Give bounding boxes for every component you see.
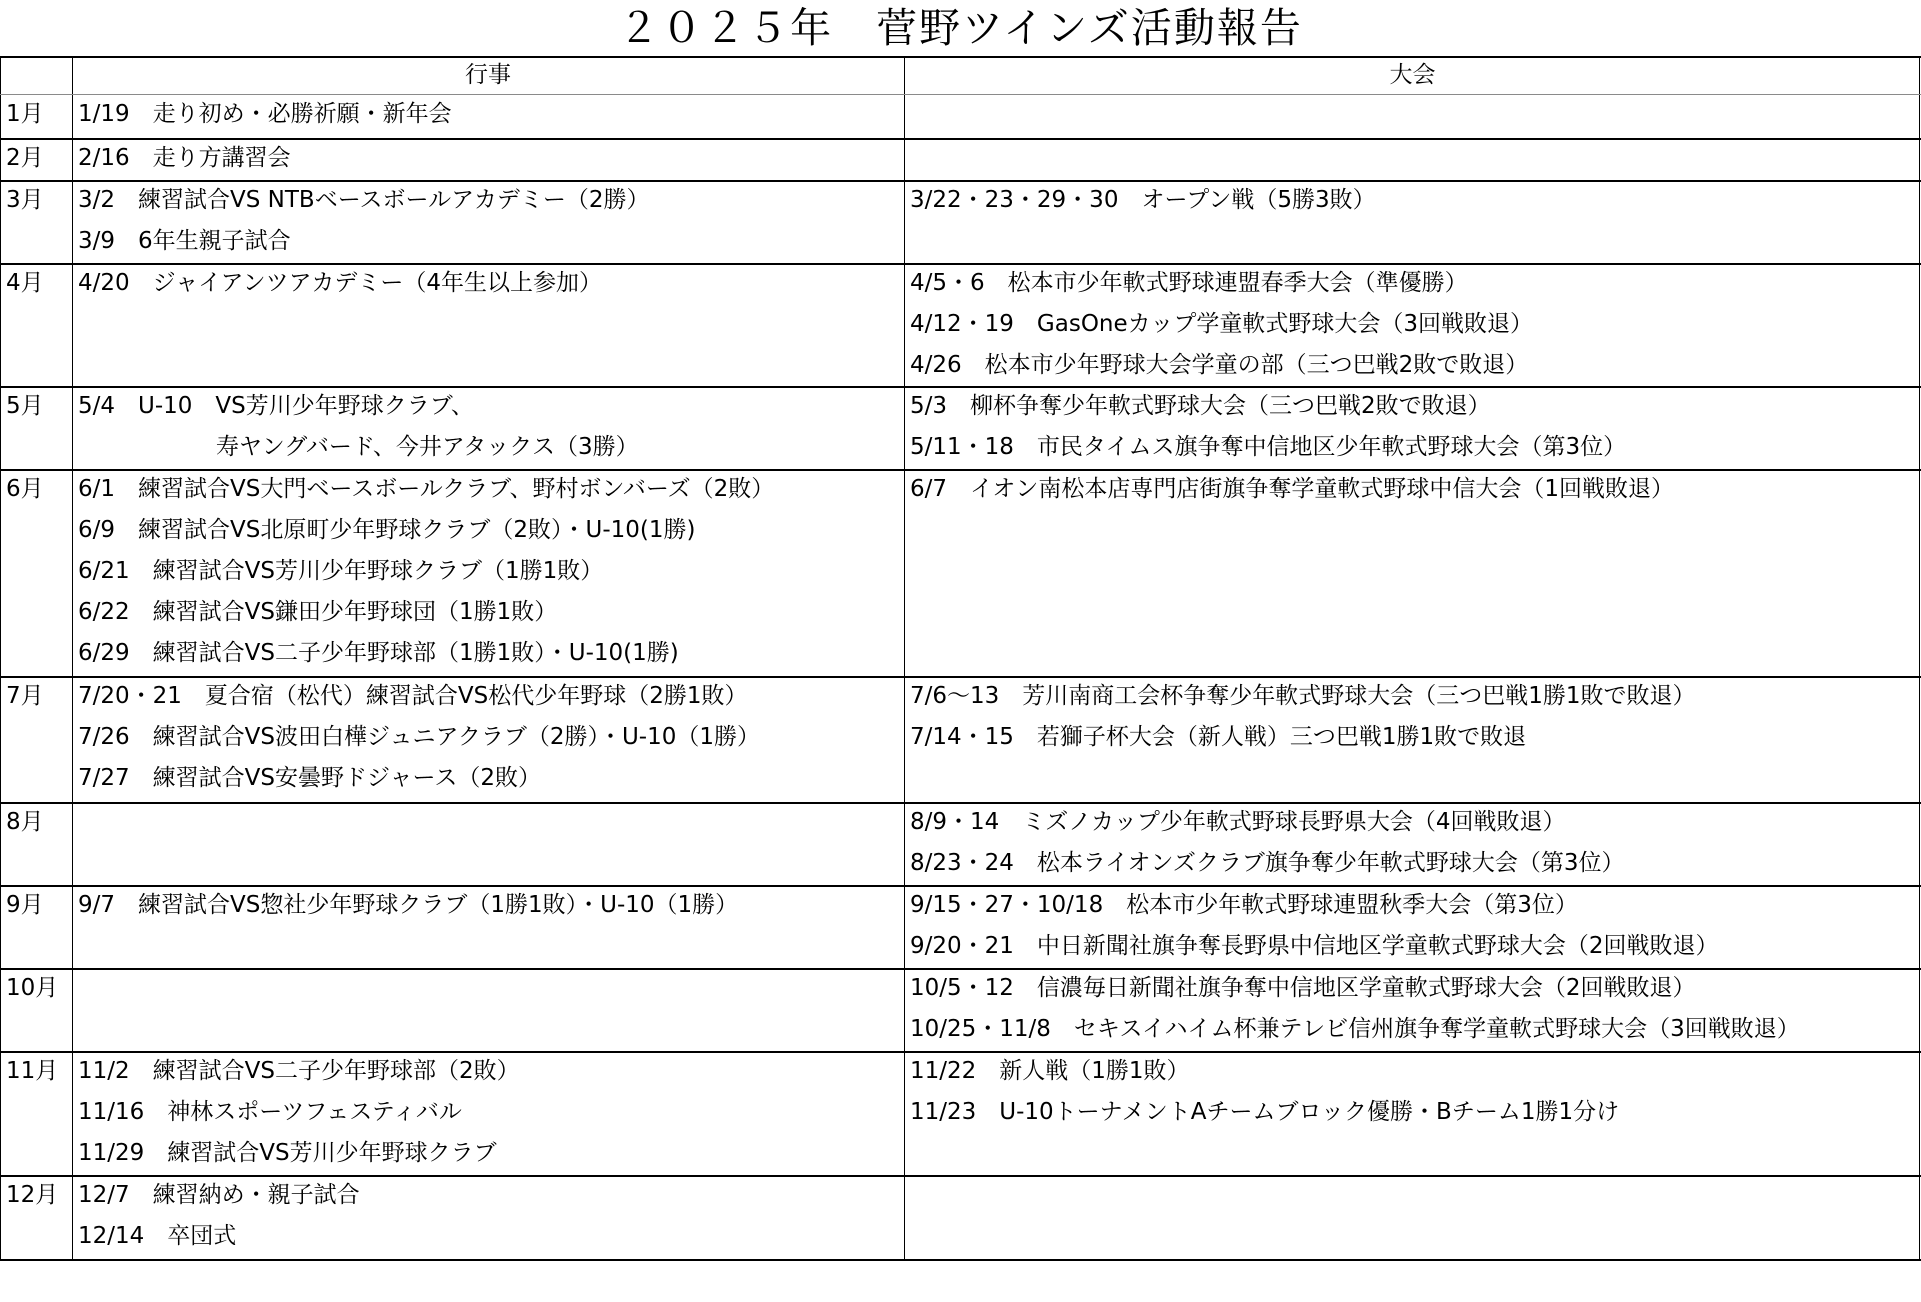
page-title: ２０２５年 菅野ツインズ活動報告 [618, 4, 1303, 52]
month-label: 3月 [6, 187, 44, 213]
events-cell [72, 94, 904, 138]
tournaments-cell [904, 94, 1921, 138]
column-divider [0, 56, 1, 1261]
event-item: 寿ヤングバード、今井アタックス（3勝） [78, 434, 639, 460]
row-divider [0, 885, 1921, 887]
events-cell [72, 138, 904, 180]
event-item: 7/26 練習試合VS波田白樺ジュニアクラブ（2勝）・U-10（1勝） [78, 724, 760, 750]
tournament-item: 11/23 U-10トーナメントAチームブロック優勝・Bチーム1勝1分け [910, 1099, 1620, 1125]
tournament-item: 7/6～13 芳川南商工会杯争奪少年軟式野球大会（三つ巴戦1勝1敗で敗退） [910, 683, 1696, 709]
month-label: 12月 [6, 1182, 59, 1208]
month-label: 6月 [6, 476, 44, 502]
event-item: 3/2 練習試合VS NTBベースボールアカデミー（2勝） [78, 187, 650, 213]
month-label: 1月 [6, 101, 44, 127]
events-cell [72, 386, 904, 469]
tournament-item: 4/26 松本市少年野球大会学童の部（三つ巴戦2敗で敗退） [910, 352, 1529, 378]
event-item: 5/4 U-10 VS芳川少年野球クラブ、 [78, 393, 474, 419]
tournaments-cell [904, 802, 1921, 885]
tournaments-cell [904, 263, 1921, 386]
month-label: 2月 [6, 145, 44, 171]
row-divider [0, 802, 1921, 804]
events-cell [72, 885, 904, 968]
event-item: 11/16 神林スポーツフェスティバル [78, 1099, 462, 1125]
row-divider [0, 386, 1921, 388]
row-divider [0, 968, 1921, 970]
events-cell [72, 676, 904, 802]
row-divider [0, 676, 1921, 678]
tournament-item: 7/14・15 若獅子杯大会（新人戦）三つ巴戦1勝1敗で敗退 [910, 724, 1527, 750]
event-item: 9/7 練習試合VS惣社少年野球クラブ（1勝1敗）・U-10（1勝） [78, 892, 739, 918]
row-divider [0, 180, 1921, 182]
event-item: 2/16 走り方講習会 [78, 145, 291, 171]
tournament-item: 4/5・6 松本市少年軟式野球連盟春季大会（準優勝） [910, 270, 1468, 296]
events-cell [72, 180, 904, 263]
row-divider [0, 1051, 1921, 1053]
event-item: 6/22 練習試合VS鎌田少年野球団（1勝1敗） [78, 599, 558, 625]
event-item: 6/21 練習試合VS芳川少年野球クラブ（1勝1敗） [78, 558, 604, 584]
tournaments-cell [904, 968, 1921, 1051]
tournament-item: 5/11・18 市民タイムス旗争奪中信地区少年軟式野球大会（第3位） [910, 434, 1627, 460]
row-divider [0, 469, 1921, 471]
event-item: 7/27 練習試合VS安曇野ドジャース（2敗） [78, 765, 542, 791]
tournaments-cell [904, 885, 1921, 968]
event-item: 3/9 6年生親子試合 [78, 228, 291, 254]
row-divider [0, 138, 1921, 140]
month-label: 10月 [6, 975, 59, 1001]
header-tournaments: 大会 [1389, 62, 1436, 88]
tournament-item: 9/15・27・10/18 松本市少年軟式野球連盟秋季大会（第3位） [910, 892, 1578, 918]
tournament-item: 4/12・19 GasOneカップ学童軟式野球大会（3回戦敗退） [910, 311, 1534, 337]
row-divider [0, 263, 1921, 265]
tournaments-cell [904, 386, 1921, 469]
month-label: 11月 [6, 1058, 59, 1084]
tournament-item: 10/25・11/8 セキスイハイム杯兼テレビ信州旗争奪学童軟式野球大会（3回戦敗退） [910, 1016, 1800, 1042]
row-divider [0, 94, 1921, 95]
column-divider [72, 56, 73, 1261]
row-divider [0, 1259, 1921, 1261]
tournament-item: 5/3 柳杯争奪少年軟式野球大会（三つ巴戦2敗で敗退） [910, 393, 1491, 419]
events-cell [72, 1175, 904, 1261]
event-item: 1/19 走り初め・必勝祈願・新年会 [78, 101, 452, 127]
tournament-item: 8/23・24 松本ライオンズクラブ旗争奪少年軟式野球大会（第3位） [910, 850, 1625, 876]
tournaments-cell [904, 1175, 1921, 1261]
event-item: 6/1 練習試合VS大門ベースボールクラブ、野村ボンバーズ（2敗） [78, 476, 775, 502]
column-divider [904, 56, 905, 1261]
events-cell [72, 968, 904, 1051]
month-label: 9月 [6, 892, 44, 918]
event-item: 11/2 練習試合VS二子少年野球部（2敗） [78, 1058, 520, 1084]
tournament-item: 6/7 イオン南松本店専門店街旗争奪学童軟式野球中信大会（1回戦敗退） [910, 476, 1674, 502]
events-cell [72, 1051, 904, 1175]
header-month [0, 56, 72, 94]
tournaments-cell [904, 469, 1921, 676]
event-item: 4/20 ジャイアンツアカデミー（4年生以上参加） [78, 270, 602, 296]
month-label: 7月 [6, 683, 44, 709]
tournament-item: 11/22 新人戦（1勝1敗） [910, 1058, 1190, 1084]
events-cell [72, 802, 904, 885]
tournaments-cell [904, 138, 1921, 180]
event-item: 6/29 練習試合VS二子少年野球部（1勝1敗）・U-10(1勝) [78, 640, 679, 666]
column-divider [1919, 56, 1920, 1261]
tournaments-cell [904, 180, 1921, 263]
event-item: 12/14 卒団式 [78, 1223, 237, 1249]
event-item: 11/29 練習試合VS芳川少年野球クラブ [78, 1140, 497, 1166]
tournament-item: 9/20・21 中日新聞社旗争奪長野県中信地区学童軟式野球大会（2回戦敗退） [910, 933, 1719, 959]
event-item: 12/7 練習納め・親子試合 [78, 1182, 360, 1208]
tournament-item: 8/9・14 ミズノカップ少年軟式野球長野県大会（4回戦敗退） [910, 809, 1566, 835]
tournament-item: 10/5・12 信濃毎日新聞社旗争奪中信地区学童軟式野球大会（2回戦敗退） [910, 975, 1696, 1001]
month-label: 4月 [6, 270, 44, 296]
tournament-item: 3/22・23・29・30 オープン戦（5勝3敗） [910, 187, 1376, 213]
month-label: 5月 [6, 393, 44, 419]
event-item: 7/20・21 夏合宿（松代）練習試合VS松代少年野球（2勝1敗） [78, 683, 748, 709]
month-label: 8月 [6, 809, 44, 835]
events-cell [72, 263, 904, 386]
event-item: 6/9 練習試合VS北原町少年野球クラブ（2敗）・U-10(1勝) [78, 517, 696, 543]
row-divider [0, 1175, 1921, 1177]
header-events: 行事 [465, 62, 511, 88]
activity-table [0, 56, 1921, 1261]
events-cell [72, 469, 904, 676]
tournaments-cell [904, 1051, 1921, 1175]
row-divider [0, 56, 1921, 58]
tournaments-cell [904, 676, 1921, 802]
